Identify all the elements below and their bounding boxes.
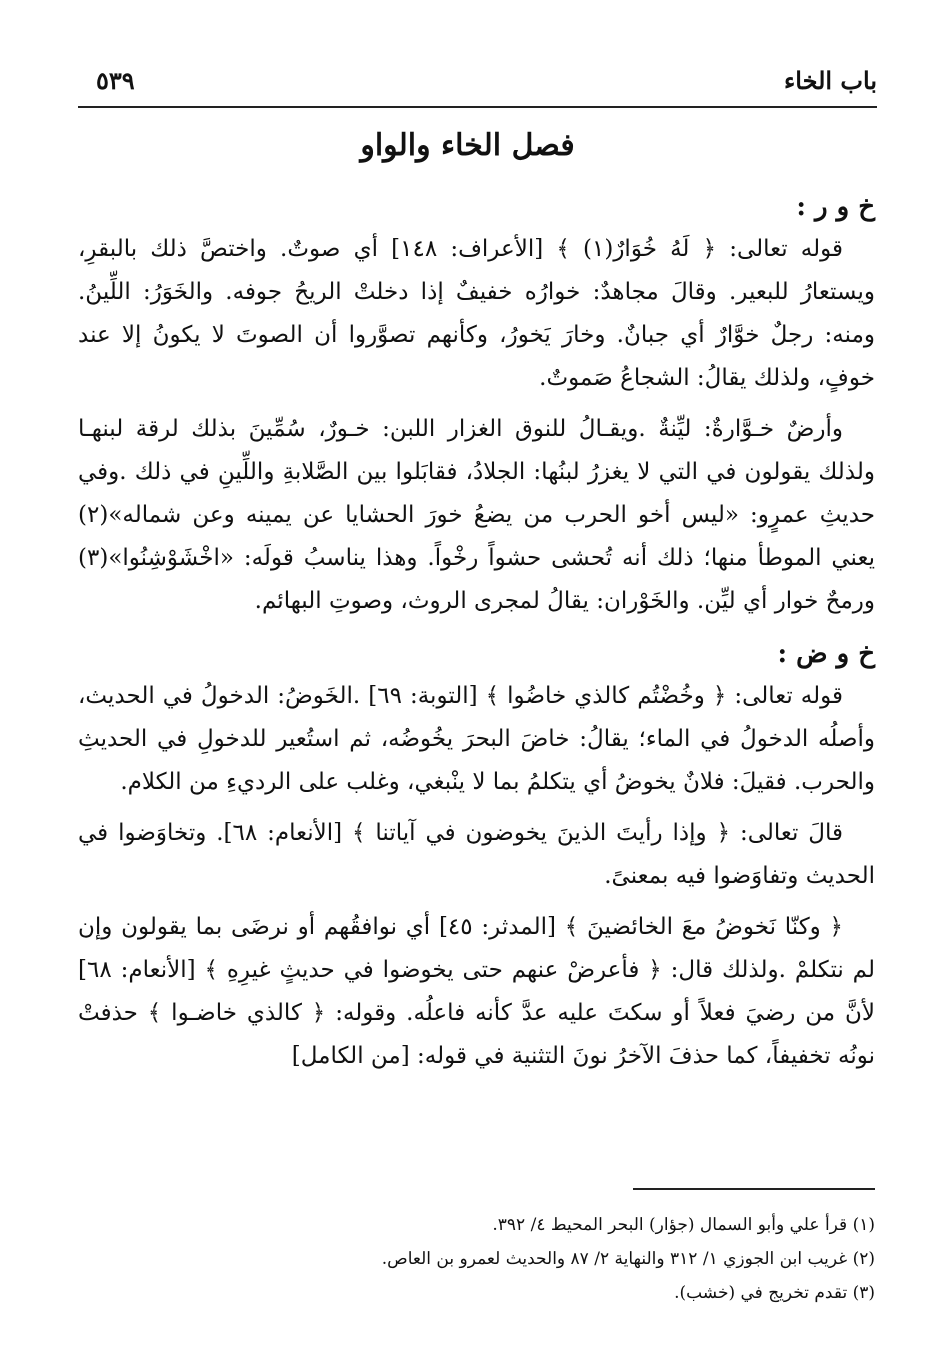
- section-title: فصل الخاء والواو: [360, 128, 575, 163]
- footnotes: [78, 1208, 875, 1310]
- footnote-3: (٣) تقدم تخريج في (خشب).: [674, 1283, 875, 1303]
- page-header: [78, 62, 877, 102]
- paragraph: قوله تعالى: ﴿ وخُضْتُم كالذي خاضُوا ﴾ [التوبة: ٦٩] .الخَوضُ: الدخولُ في الحديث، وأصلُه الدخولُ في الماء؛ يقالُ: خاضَ البحرَ يخُوضُه، ثم استُعير للدخولِ في الحديثِ والحرب. فقيلَ: فلانٌ يخوضُ أي يتكلمُ بما لا ينْبغي، وغلب على الرديءِ من الكلام.: [78, 683, 875, 795]
- main-text: [78, 192, 875, 1086]
- paragraph: وأرضٌ خـوَّارةٌ: ليِّنةٌ .ويقـالُ للنوق الغزار اللبن: خـورٌ، سُمِّينَ بذلك لرقة لبنهـا ولذلك يقولون في التي لا يغزرُ لبنُها: الجلادُ، فقابَلوا بين الصَّلابةِ واللِّينِ في ذلك .وفي حديثِ عمرٍو: «ليس أخو الحرب من يضعُ خورَ الحشايا عن يمينه وعن شماله»(٢) يعني الموطأ منها؛ ذلك أنه تُحشى حشواً رخْواً. وهذا يناسبُ قولَه: «اخْشَوْشِنُوا»(٣) ورمحٌ خوار أي ليِّن. والخَوْران: يقالُ لمجرى الروث، وصوتِ البهائم.: [78, 416, 875, 614]
- entry-kha-waw-ra: [78, 192, 875, 623]
- paragraph: قوله تعالى: ﴿ لَهُ خُوَارٌ(١) ﴾ [الأعراف: ١٤٨] أي صوتٌ. واختصَّ ذلك بالبقرِ، ويستعارُ للبعير. وقالَ مجاهدٌ: خوارُه خفيفٌ إذا دخلتْ الريحُ جوفه. والخَوَرُ: اللِّينُ. ومنه: رجلٌ خوَّارٌ أي جبانٌ. وخارَ يَخورُ، وكأنهم تصوَّروا أن الصوتَ لا يكونُ إلا عند خوفٍ، ولذلك يقالُ: الشجاعُ صَموتٌ.: [78, 236, 875, 391]
- footnote-2: (٢) غريب ابن الجوزي ١/ ٣١٢ والنهاية ٢/ ٨٧ والحديث لعمرو بن العاص.: [381, 1249, 875, 1269]
- entry-kha-waw-dad: [78, 639, 875, 1078]
- page-number: ٥٣٩: [96, 66, 135, 95]
- entry-heading: خ و ض :: [777, 639, 875, 669]
- paragraph: ﴿ وكنّا نَخوضُ معَ الخائضينَ ﴾ [المدثر: ٤٥] أي نوافقُهم أو نرضَى بما يقولون وإن لم نتكلمْ .ولذلك قال: ﴿ فأعرضْ عنهم حتى يخوضوا في حديثٍ غيرِهِ ﴾ [الأنعام: ٦٨] لأنَّ من رضيَ فعلاً أو سكتَ عليه عدَّ كأنه فاعلُه. وقوله: ﴿ كالذي خاضـوا ﴾ حذفتْ نونُه تخفيفاً، كما حذفَ الآخرُ نونَ التثنية في قوله: [من الكامل]: [78, 914, 875, 1069]
- footnote-1: (١) قرأ علي وأبو السمال (جؤار) البحر المحيط ٤/ ٣٩٢.: [492, 1215, 875, 1235]
- paragraph: قالَ تعالى: ﴿ وإذا رأيتَ الذينَ يخوضون في آياتنا ﴾ [الأنعام: ٦٨]. وتخاوَضوا في الحديث وتفاوَضوا فيه بمعنىً.: [78, 820, 875, 889]
- entry-heading: خ و ر :: [796, 192, 875, 222]
- footnote-divider: [633, 1188, 875, 1190]
- chapter-title: باب الخاء: [783, 66, 877, 95]
- header-divider: [78, 106, 877, 108]
